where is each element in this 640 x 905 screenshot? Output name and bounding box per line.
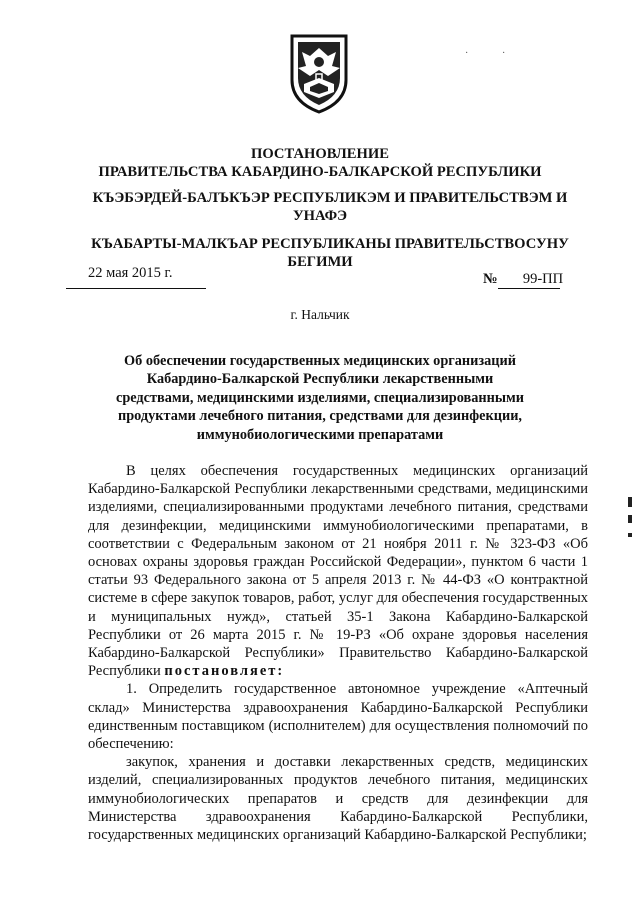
clause-1-paragraph: 1. Определить государственное автономное учреждение «Аптечный склад» Министерства здравоохранения Кабардино-Балкарской Республики единственным поставщиком (исполнителем) для осуществления полномочий по обеспечению:: [88, 681, 588, 753]
scan-speck: ·: [465, 48, 469, 59]
issuer-title: ПРАВИТЕЛЬСТВА КАБАРДИНО-БАЛКАРСКОЙ РЕСПУБЛИКИ: [98, 164, 542, 180]
decree-number-block: [483, 271, 563, 288]
doc-type-title: ПОСТАНОВЛЕНИЕ: [251, 146, 389, 162]
scan-edge-mark: [628, 497, 632, 507]
decree-body: [88, 462, 588, 844]
date-underline: [66, 288, 206, 289]
decree-word: постановляет:: [164, 663, 285, 680]
issuer-title-balkar-2: БЕГИМИ: [287, 254, 353, 270]
issuer-title-balkar: КЪАБАРТЫ-МАЛКЪАР РЕСПУБЛИКАНЫ ПРАВИТЕЛЬСТВОСУНУ: [91, 236, 569, 252]
preamble-paragraph: [88, 462, 588, 680]
scan-edge-mark: [628, 515, 632, 523]
coat-of-arms-emblem: [284, 32, 354, 114]
decree-city: г. Нальчик: [290, 307, 350, 322]
issuer-title-kabardian-2: УНАФЭ: [292, 208, 348, 224]
preamble-text: В целях обеспечения государственных медицинских организаций Кабардино-Балкарской Республики лекарственными средствами, медицинскими изделиями, специализированными продуктами лечебного питания, средствами для дезинфекции, медицинскими иммунобиологическими препаратами, в соответствии с Федеральным законом от 21 ноября 2011 г. № 323-ФЗ «Об основах охраны здоровья граждан Российской Федерации», пунктом 6 части 1 статьи 93 Федерального закона от 5 апреля 2013 г. № 44-ФЗ «О контрактной системе в сфере закупок товаров, работ, услуг для обеспечения государственных и муниципальных нужд», статьей 35-1 Закона Кабардино-Балкарской Республики от 26 марта 2015 г. № 19-РЗ «Об охране здоровья населения Кабардино-Балкарской Республики» Правительство Кабардино-Балкарской Республики: [88, 463, 588, 680]
scan-edge-mark: [628, 533, 632, 537]
number-underline: [498, 288, 560, 289]
decree-number: 99-ПП: [522, 271, 564, 287]
scan-speck: ·: [502, 48, 506, 59]
issuer-title-kabardian: КЪЭБЭРДЕЙ-БАЛЪКЪЭР РЕСПУБЛИКЭМ И ПРАВИТЕЛЬСТВЭМ И: [92, 190, 568, 206]
clause-1-item: закупок, хранения и доставки лекарственных средств, медицинских изделий, специализированных продуктов лечебного питания, медицинских иммунобиологических препаратов и средств для дезинфекции для Министерства здравоохранения Кабардино-Балкарской Республики, государственных медицинских организаций Кабардино-Балкарской Республики;: [88, 754, 588, 844]
number-sign: №: [483, 271, 498, 287]
decree-date: 22 мая 2015 г.: [88, 265, 173, 281]
decree-subject: Об обеспечении государственных медицинских организаций Кабардино-Балкарской Республики лекарственными средствами, медицинскими изделиями, специализированными продуктами лечебного питания, средствами для дезинфекции, иммунобиологическими препаратами: [115, 353, 525, 443]
